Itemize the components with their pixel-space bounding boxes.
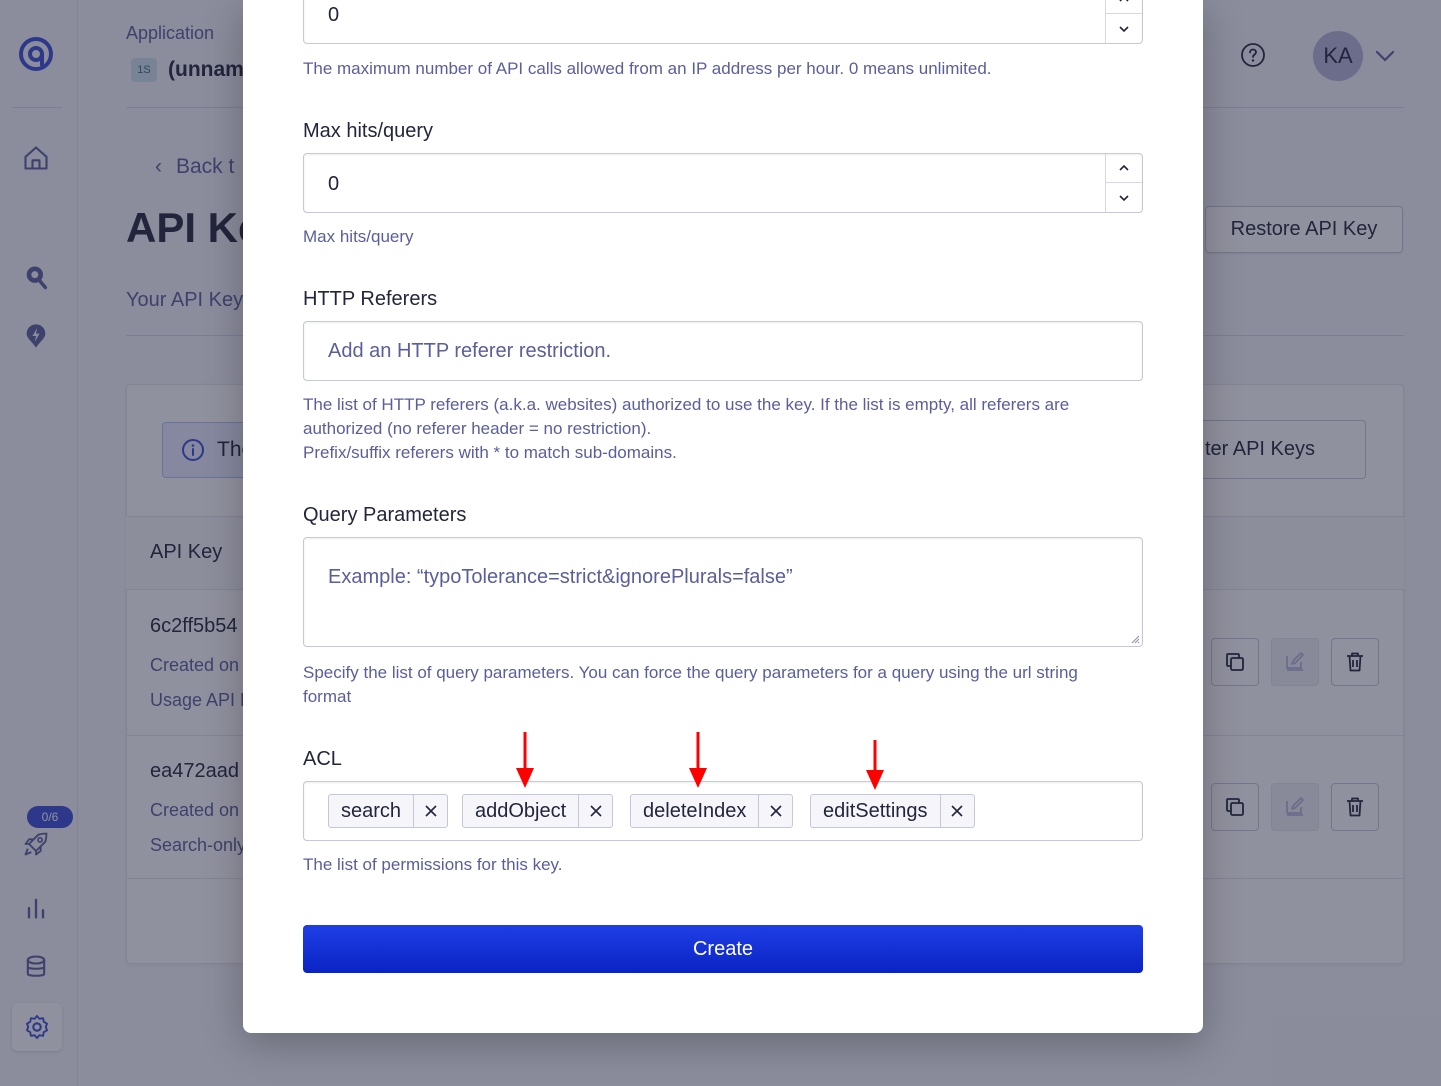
chevron-down-icon bbox=[1117, 191, 1131, 205]
query-parameters-help-line: Specify the list of query parameters. You can force the query parameters for a query using the url string bbox=[303, 663, 1078, 682]
max-hits-label: Max hits/query bbox=[303, 120, 434, 142]
http-referers-help bbox=[303, 393, 1143, 465]
query-parameters-help bbox=[303, 661, 1143, 709]
acl-tag-input[interactable] bbox=[303, 781, 1143, 841]
remove-tag-button[interactable] bbox=[758, 795, 792, 827]
http-referers-label: HTTP Referers bbox=[303, 288, 438, 310]
acl-tag-addobject bbox=[462, 794, 613, 828]
create-button[interactable]: Create bbox=[303, 925, 1143, 973]
acl-tag-label: addObject bbox=[475, 799, 567, 822]
acl-tag-editsettings bbox=[810, 794, 975, 828]
http-referers-input[interactable] bbox=[303, 321, 1143, 381]
max-hits-spinner bbox=[1105, 154, 1142, 212]
annotation-arrow-icon bbox=[865, 740, 885, 798]
acl-help: The list of permissions for this key. bbox=[303, 855, 563, 874]
increment-button[interactable] bbox=[1106, 0, 1142, 14]
rate-limit-input[interactable] bbox=[303, 0, 1143, 44]
http-referers-placeholder: Add an HTTP referer restriction. bbox=[328, 340, 612, 362]
max-hits-input[interactable] bbox=[303, 153, 1143, 213]
remove-tag-button[interactable] bbox=[413, 795, 447, 827]
close-icon bbox=[769, 804, 783, 818]
acl-label: ACL bbox=[303, 748, 342, 770]
remove-tag-button[interactable] bbox=[578, 795, 612, 827]
annotation-arrow-icon bbox=[688, 732, 708, 790]
http-referers-help-line: authorized (no referer header = no restriction). bbox=[303, 419, 652, 438]
query-parameters-textarea[interactable] bbox=[303, 537, 1143, 647]
chevron-up-icon bbox=[1117, 0, 1131, 6]
annotation-arrow-icon bbox=[515, 732, 535, 790]
close-icon bbox=[589, 804, 603, 818]
rate-limit-spinner bbox=[1105, 0, 1142, 43]
remove-tag-button[interactable] bbox=[940, 795, 974, 827]
decrement-button[interactable] bbox=[1106, 183, 1142, 212]
acl-tag-search bbox=[328, 794, 448, 828]
decrement-button[interactable] bbox=[1106, 14, 1142, 43]
acl-tag-deleteindex bbox=[630, 794, 793, 828]
resize-handle-icon[interactable] bbox=[1130, 634, 1140, 644]
query-parameters-label: Query Parameters bbox=[303, 504, 467, 526]
acl-tag-label: search bbox=[341, 799, 402, 822]
chevron-down-icon bbox=[1117, 22, 1131, 36]
rate-limit-value: 0 bbox=[328, 4, 340, 26]
query-parameters-placeholder: Example: “typoTolerance=strict&ignorePlurals=false” bbox=[328, 566, 793, 588]
max-hits-value: 0 bbox=[328, 173, 340, 195]
max-hits-help: Max hits/query bbox=[303, 227, 414, 246]
increment-button[interactable] bbox=[1106, 154, 1142, 183]
http-referers-help-line: The list of HTTP referers (a.k.a. websites) authorized to use the key. If the list is empty, all referers are bbox=[303, 395, 1070, 414]
acl-tag-label: deleteIndex bbox=[643, 799, 747, 822]
close-icon bbox=[950, 804, 964, 818]
chevron-up-icon bbox=[1117, 161, 1131, 175]
query-parameters-help-line: format bbox=[303, 687, 352, 706]
acl-tag-label: editSettings bbox=[823, 799, 928, 822]
http-referers-help-line: Prefix/suffix referers with * to match sub-domains. bbox=[303, 443, 677, 462]
create-api-key-modal bbox=[243, 0, 1203, 1033]
close-icon bbox=[424, 804, 438, 818]
rate-limit-help: The maximum number of API calls allowed from an IP address per hour. 0 means unlimited. bbox=[303, 59, 992, 78]
